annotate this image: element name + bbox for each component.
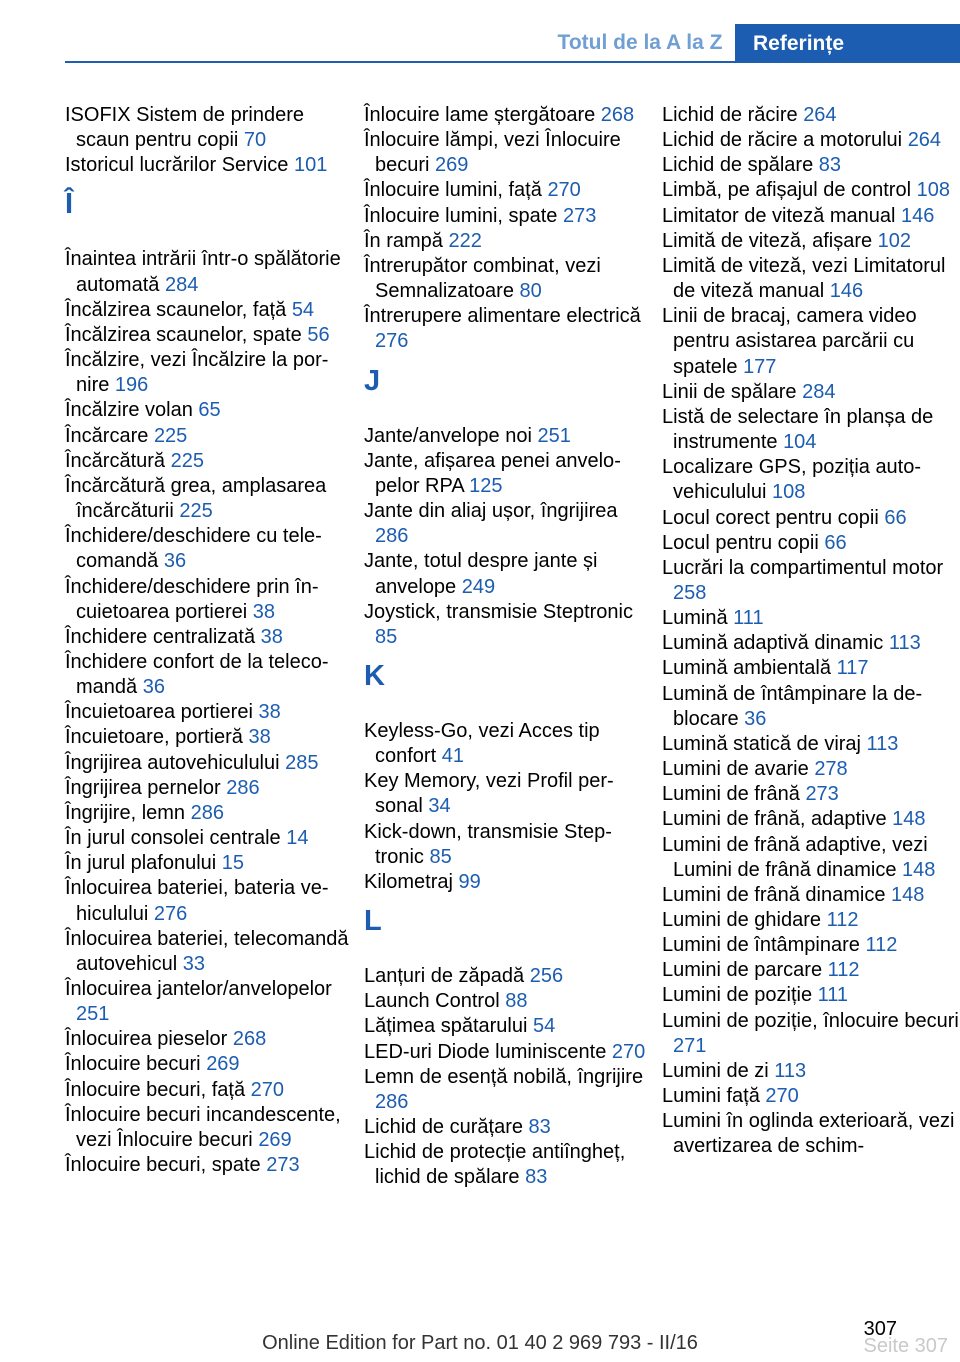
- index-entry: [65, 298, 355, 323]
- index-entry: [364, 424, 654, 449]
- page-ref-link[interactable]: 148: [902, 858, 936, 881]
- index-entry-text: Lumini de frână: [662, 783, 800, 806]
- index-entry: [662, 958, 960, 983]
- page-ref-link[interactable]: 70: [243, 129, 267, 152]
- index-entry-text: Lumină statică de viraj: [662, 732, 861, 755]
- page-ref-link[interactable]: 38: [258, 701, 281, 724]
- index-entry-text: Limită de viteză, afișare: [662, 229, 873, 252]
- index-entry: [65, 247, 355, 297]
- page-ref-link[interactable]: 34: [428, 795, 451, 818]
- index-entry-text: Lumină de întâmpinare la deblocare: [662, 682, 923, 730]
- page-ref-link[interactable]: 258: [673, 581, 707, 604]
- index-entry-text: Înlocuire lumini, față: [364, 179, 542, 202]
- page-ref-link[interactable]: 65: [198, 399, 221, 422]
- index-entry-text: Încălzirea scaunelor, spate: [65, 323, 302, 346]
- index-entry: [65, 323, 355, 348]
- index-entry: [65, 103, 355, 153]
- index-entry-text: În jurul plafonului: [65, 852, 217, 875]
- index-entry: [65, 826, 355, 851]
- index-entry-text: Lucrări la compartimentul motor: [662, 556, 944, 579]
- index-entry-text: În rampă: [364, 229, 443, 252]
- index-entry-text: Lumini de zi: [662, 1059, 769, 1082]
- page-ref-link[interactable]: 177: [743, 355, 777, 378]
- index-entry: [662, 983, 960, 1008]
- page-ref-link[interactable]: 99: [458, 870, 481, 893]
- index-entry: [65, 1153, 355, 1178]
- page-ref-link[interactable]: 146: [829, 280, 864, 303]
- index-entry: [364, 1040, 654, 1065]
- page-ref-link[interactable]: 276: [153, 902, 188, 925]
- index-entry: [662, 254, 960, 304]
- index-column-3: [662, 103, 960, 1160]
- index-entry-text: Lichid de curățare: [364, 1116, 523, 1138]
- page-ref-link[interactable]: 125: [469, 474, 503, 497]
- page-ref-link[interactable]: 284: [164, 273, 199, 296]
- index-entry: [364, 1065, 654, 1115]
- index-entry: [364, 549, 654, 599]
- index-entry-text: Înlocuire becuri, față: [65, 1078, 246, 1101]
- index-letter-heading: K: [364, 659, 385, 692]
- index-entry-text: Jante din aliaj ușor, îngrijirea: [364, 500, 618, 523]
- index-entry-text: Înlocuire lumini, spate: [364, 204, 558, 227]
- index-entry-text: Încărcare: [65, 424, 149, 447]
- page-ref-link[interactable]: 146: [901, 204, 935, 227]
- index-entry-text: Înlocuire becuri: [65, 1053, 201, 1076]
- page-ref-link[interactable]: 222: [448, 229, 482, 252]
- index-entry-text: Înlocuire lame ștergătoare: [364, 104, 596, 126]
- page-ref-link[interactable]: 225: [170, 449, 204, 472]
- index-entry-text: Închidere/deschidere cu telecomandă: [65, 525, 322, 573]
- index-column-2: [364, 103, 654, 1190]
- index-entry: [364, 128, 654, 178]
- index-entry: [662, 833, 960, 883]
- index-entry: [65, 751, 355, 776]
- page-ref-link[interactable]: 270: [611, 1040, 646, 1063]
- index-entry: [662, 682, 960, 732]
- index-entry-text: Lumini în oglinda exterioară, vezi avertizarea de schim-: [662, 1110, 955, 1158]
- index-entry: [662, 782, 960, 807]
- index-entry: [662, 531, 960, 556]
- index-entry-text: Îngrijirea autovehiculului: [65, 751, 280, 774]
- page-ref-link[interactable]: 269: [435, 154, 469, 177]
- page-ref-link[interactable]: 269: [258, 1128, 292, 1151]
- index-entry: [364, 304, 654, 354]
- index-entry-text: Lățimea spătarului: [364, 1015, 528, 1038]
- index-entry-text: Lumini de întâmpinare: [662, 934, 860, 957]
- index-entry-text: Întrerupere alimentare electrică: [364, 305, 641, 328]
- index-entry: [65, 348, 355, 398]
- watermark: Seite 307: [863, 1335, 948, 1357]
- index-entry-text: Lumini de poziție: [662, 984, 813, 1007]
- page-ref-link[interactable]: 56: [307, 323, 330, 346]
- page-ref-link[interactable]: 102: [877, 229, 912, 252]
- tab-section-references: Referințe: [735, 24, 960, 63]
- index-entry: [65, 927, 355, 977]
- index-entry-text: Lumini de parcare: [662, 959, 823, 982]
- tab-section-a-to-z: Totul de la A la Z: [557, 30, 723, 54]
- index-entry: [364, 1140, 654, 1190]
- index-entry: [65, 851, 355, 876]
- page-ref-link[interactable]: 54: [533, 1015, 556, 1038]
- index-entry-text: Istoricul lucrărilor Service: [65, 154, 289, 177]
- page-ref-link[interactable]: 83: [818, 154, 842, 177]
- index-entry-text: Linii de bracaj, camera video pentru asistarea parcării cu spatele: [662, 305, 917, 378]
- page-ref-link[interactable]: 88: [505, 990, 528, 1013]
- page-ref-link[interactable]: 271: [673, 1034, 707, 1057]
- page-ref-link[interactable]: 113: [774, 1059, 807, 1082]
- index-entry-text: Înlocuire lămpi, vezi Înlocuire becuri: [364, 129, 621, 177]
- index-entry-text: Locul pentru copii: [662, 531, 819, 554]
- page-ref-link[interactable]: 148: [892, 808, 926, 831]
- index-entry-text: Kilometraj: [364, 870, 453, 893]
- index-entry: [65, 876, 355, 926]
- index-entry-text: Lumină: [662, 607, 728, 630]
- index-entry-text: Înlocuirea bateriei, telecomandă autovehicul: [65, 927, 349, 975]
- page-ref-link[interactable]: 112: [865, 934, 898, 957]
- index-entry: [662, 304, 960, 379]
- page-ref-link[interactable]: 36: [142, 676, 165, 699]
- index-entry-text: Încălzire, vezi Încălzire la pornire: [65, 349, 329, 397]
- index-entry: [65, 153, 355, 178]
- index-entry: [662, 455, 960, 505]
- index-entry-text: Lumini de frână adaptive, vezi Lumini de frână dinamice: [662, 833, 928, 881]
- page-ref-link[interactable]: 270: [765, 1085, 799, 1108]
- index-entry: [662, 1084, 960, 1109]
- index-entry-text: Înlocuirea pieselor: [65, 1028, 228, 1051]
- page-ref-link[interactable]: 108: [771, 481, 806, 504]
- index-entry-text: Lumini față: [662, 1085, 760, 1108]
- index-entry-text: Încărcătură grea, amplasarea încărcăturii: [65, 474, 327, 523]
- index-entry-text: Înlocuirea jantelor/anvelopelor: [65, 978, 332, 1000]
- page-number: 307: [863, 1318, 897, 1340]
- index-entry-text: Keyless-Go, vezi Acces tip confort: [364, 719, 600, 768]
- index-entry-text: Înlocuire becuri, spate: [65, 1154, 261, 1177]
- index-column-1: [65, 103, 355, 1178]
- index-entry-text: Încălzirea scaunelor, față: [65, 298, 287, 321]
- page-ref-link[interactable]: 270: [250, 1078, 285, 1101]
- index-entry: [662, 204, 960, 229]
- index-entry-text: Jante, totul despre jante și anvelope: [364, 550, 598, 598]
- index-entry: [662, 908, 960, 933]
- index-entry-text: Închidere centralizată: [65, 625, 256, 648]
- index-entry-text: Listă de selectare în planșa de instrumente: [662, 405, 934, 454]
- index-entry: [65, 524, 355, 574]
- page-ref-link[interactable]: 41: [441, 745, 464, 768]
- page-ref-link[interactable]: 270: [547, 179, 581, 202]
- index-entry-text: Înaintea intrării într-o spălătorie automată: [65, 248, 341, 296]
- index-entry-text: Joystick, transmisie Steptronic: [364, 600, 633, 623]
- page-ref-link[interactable]: 273: [266, 1154, 300, 1177]
- page-ref-link[interactable]: 286: [226, 776, 260, 799]
- index-entry-text: Jante, afișarea penei anvelopelor RPA: [364, 449, 621, 497]
- index-entry-text: Launch Control: [364, 990, 500, 1013]
- page-ref-link[interactable]: 15: [221, 852, 245, 875]
- index-entry: [662, 405, 960, 455]
- index-entry: [662, 1109, 960, 1159]
- index-entry-text: Lumină ambientală: [662, 657, 831, 680]
- index-entry-text: Linii de spălare: [662, 380, 797, 403]
- index-entry: [364, 254, 654, 304]
- index-entry: [65, 625, 355, 650]
- index-entry: [65, 1052, 355, 1077]
- page-ref-link[interactable]: 36: [744, 707, 767, 730]
- index-entry-text: Înlocuire becuri incandescente, vezi Înlocuire becuri: [65, 1103, 341, 1151]
- page-ref-link[interactable]: 278: [814, 758, 848, 781]
- index-entry-text: Lumini de avarie: [662, 758, 809, 781]
- index-entry: [662, 606, 960, 631]
- index-entry: [65, 776, 355, 801]
- index-entry: [662, 153, 960, 178]
- page-ref-link[interactable]: 286: [375, 1090, 409, 1113]
- page-ref-link[interactable]: 111: [817, 984, 849, 1007]
- index-entry-text: Înlocuirea bateriei, bateria vehiculului: [65, 877, 329, 925]
- index-entry: [662, 933, 960, 958]
- page-ref-link[interactable]: 112: [826, 909, 859, 931]
- page-ref-link[interactable]: 286: [375, 525, 409, 548]
- page-ref-link[interactable]: 249: [461, 575, 496, 598]
- index-entry-text: Lanțuri de zăpadă: [364, 965, 525, 988]
- page-ref-link[interactable]: 111: [733, 607, 764, 630]
- index-entry: [662, 732, 960, 757]
- page-ref-link[interactable]: 66: [884, 506, 907, 529]
- page-ref-link[interactable]: 225: [153, 424, 188, 447]
- index-entry: [364, 964, 654, 989]
- index-entry-text: LED-uri Diode luminiscente: [364, 1040, 607, 1063]
- page-ref-link[interactable]: 38: [260, 625, 283, 648]
- page-ref-link[interactable]: 286: [190, 801, 224, 824]
- index-entry: [65, 1103, 355, 1153]
- page-ref-link[interactable]: 285: [285, 751, 319, 774]
- index-entry: [364, 103, 654, 128]
- index-entry-text: Încălzire volan: [65, 399, 193, 422]
- page-ref-link[interactable]: 104: [783, 431, 817, 454]
- index-entry: [662, 807, 960, 832]
- index-entry-text: Limitator de viteză manual: [662, 204, 896, 227]
- index-entry: [364, 499, 654, 549]
- index-entry: [662, 656, 960, 681]
- index-entry-text: ISOFIX Sistem de prindere scaun pentru copii: [65, 104, 304, 152]
- index-entry: [65, 700, 355, 725]
- index-entry: [662, 128, 960, 153]
- page-ref-link[interactable]: 36: [163, 550, 187, 573]
- index-entry: [662, 178, 960, 203]
- index-entry-text: Lichid de spălare: [662, 154, 814, 177]
- page-ref-link[interactable]: 256: [529, 965, 564, 988]
- page-ref-link[interactable]: 66: [824, 531, 847, 554]
- index-entry: [364, 178, 654, 203]
- index-entry: [662, 103, 960, 128]
- index-entry: [364, 449, 654, 499]
- index-entry-text: Jante/anvelope noi: [364, 424, 532, 447]
- index-entry-text: Lichid de protecție antiîngheț, lichid de spălare: [364, 1141, 626, 1189]
- page-ref-link[interactable]: 108: [916, 179, 950, 202]
- index-entry-text: Încuietoarea portierei: [65, 701, 253, 724]
- footer-edition: Online Edition for Part no. 01 40 2 969 793 - II/16: [262, 1332, 698, 1354]
- page-ref-link[interactable]: 251: [537, 424, 571, 447]
- index-entry: [65, 575, 355, 625]
- page-ref-link[interactable]: 14: [286, 827, 309, 850]
- index-entry: [364, 600, 654, 650]
- index-entry: [65, 424, 355, 449]
- index-entry: [662, 506, 960, 531]
- index-entry-text: Locul corect pentru copii: [662, 506, 879, 529]
- page-ref-link[interactable]: 284: [802, 380, 836, 403]
- page-ref-link[interactable]: 268: [232, 1028, 267, 1051]
- index-entry-text: Închidere confort de la telecomandă: [65, 650, 329, 699]
- page-ref-link[interactable]: 83: [525, 1166, 548, 1189]
- page-ref-link[interactable]: 251: [76, 1003, 110, 1026]
- page-ref-link[interactable]: 268: [600, 104, 635, 126]
- index-entry: [662, 883, 960, 908]
- index-entry: [65, 977, 355, 1027]
- index-entry: [364, 820, 654, 870]
- index-entry: [364, 204, 654, 229]
- page-ref-link[interactable]: 38: [248, 726, 271, 749]
- page-ref-link[interactable]: 264: [803, 104, 837, 126]
- index-entry: [65, 449, 355, 474]
- index-entry-text: Lumini de frână, adaptive: [662, 808, 887, 831]
- header-divider: [65, 61, 960, 63]
- index-entry-text: Kick-down, transmisie Steptronic: [364, 820, 612, 868]
- index-entry-text: Lichid de răcire a motorului: [662, 129, 903, 152]
- page-ref-link[interactable]: 54: [291, 298, 315, 321]
- page-ref-link[interactable]: 33: [182, 952, 205, 975]
- page-ref-link[interactable]: 273: [805, 783, 839, 806]
- index-entry: [65, 725, 355, 750]
- index-entry: [364, 719, 654, 769]
- page-ref-link[interactable]: 196: [114, 374, 149, 397]
- page-ref-link[interactable]: 101: [293, 154, 328, 177]
- page-ref-link[interactable]: 225: [179, 500, 213, 523]
- page-ref-link[interactable]: 112: [827, 959, 860, 982]
- index-entry: [65, 1027, 355, 1052]
- page-ref-link[interactable]: 80: [519, 280, 542, 303]
- index-entry: [364, 989, 654, 1014]
- index-entry: [662, 1009, 960, 1059]
- index-entry: [662, 556, 960, 606]
- index-entry: [364, 1014, 654, 1039]
- index-letter-heading: J: [364, 364, 381, 397]
- page-ref-link[interactable]: 85: [375, 625, 398, 648]
- page-ref-link[interactable]: 83: [528, 1116, 551, 1138]
- index-entry: [662, 631, 960, 656]
- page-ref-link[interactable]: 269: [206, 1053, 240, 1076]
- index-entry-text: Încărcătură: [65, 449, 166, 472]
- index-entry-text: Limbă, pe afișajul de control: [662, 179, 912, 202]
- index-entry-text: Lumini de frână dinamice: [662, 883, 886, 906]
- page-ref-link[interactable]: 148: [891, 883, 925, 906]
- page-ref-link[interactable]: 117: [836, 657, 869, 680]
- index-entry: [65, 398, 355, 423]
- index-entry: [65, 801, 355, 826]
- index-entry-text: Lemn de esență nobilă, îngrijire: [364, 1065, 644, 1088]
- page-ref-link[interactable]: 264: [907, 129, 942, 152]
- index-entry-text: Întrerupător combinat, vezi Semnalizatoare: [364, 254, 601, 303]
- index-letter-heading: Î: [65, 188, 74, 221]
- index-entry-text: Limită de viteză, vezi Limitatorul de viteză manual: [662, 254, 946, 303]
- page-ref-link[interactable]: 113: [888, 632, 921, 655]
- index-entry: [364, 229, 654, 254]
- index-entry: [662, 380, 960, 405]
- page-ref-link[interactable]: 38: [252, 600, 276, 623]
- index-entry: [662, 229, 960, 254]
- index-entry: [662, 757, 960, 782]
- index-entry: [65, 650, 355, 700]
- page-ref-link[interactable]: 273: [563, 204, 597, 227]
- index-entry: [65, 474, 355, 524]
- index-entry-text: Îngrijire, lemn: [65, 801, 186, 824]
- index-entry-text: Lumini de ghidare: [662, 909, 821, 931]
- index-entry-text: Îngrijirea pernelor: [65, 776, 221, 799]
- index-letter-heading: L: [364, 905, 382, 938]
- index-entry-text: Încuietoare, portieră: [65, 726, 243, 749]
- index-entry: [65, 1078, 355, 1103]
- index-entry-text: Închidere/deschidere prin încuietoarea portierei: [65, 575, 319, 623]
- index-entry: [662, 1059, 960, 1084]
- index-entry: [364, 769, 654, 819]
- index-entry: [364, 1115, 654, 1140]
- page-ref-link[interactable]: 276: [375, 330, 409, 353]
- page-ref-link[interactable]: 85: [429, 845, 452, 868]
- index-entry-text: În jurul consolei centrale: [65, 827, 281, 850]
- index-entry-text: Lichid de răcire: [662, 104, 798, 126]
- index-entry-text: Key Memory, vezi Profil personal: [364, 770, 614, 818]
- index-entry-text: Lumină adaptivă dinamic: [662, 632, 884, 655]
- index-entry: [364, 870, 654, 895]
- index-entry-text: Lumini de poziție, înlocuire becuri: [662, 1009, 959, 1032]
- page-ref-link[interactable]: 113: [866, 732, 899, 755]
- index-entry-text: Localizare GPS, poziția autovehiculului: [662, 456, 922, 504]
